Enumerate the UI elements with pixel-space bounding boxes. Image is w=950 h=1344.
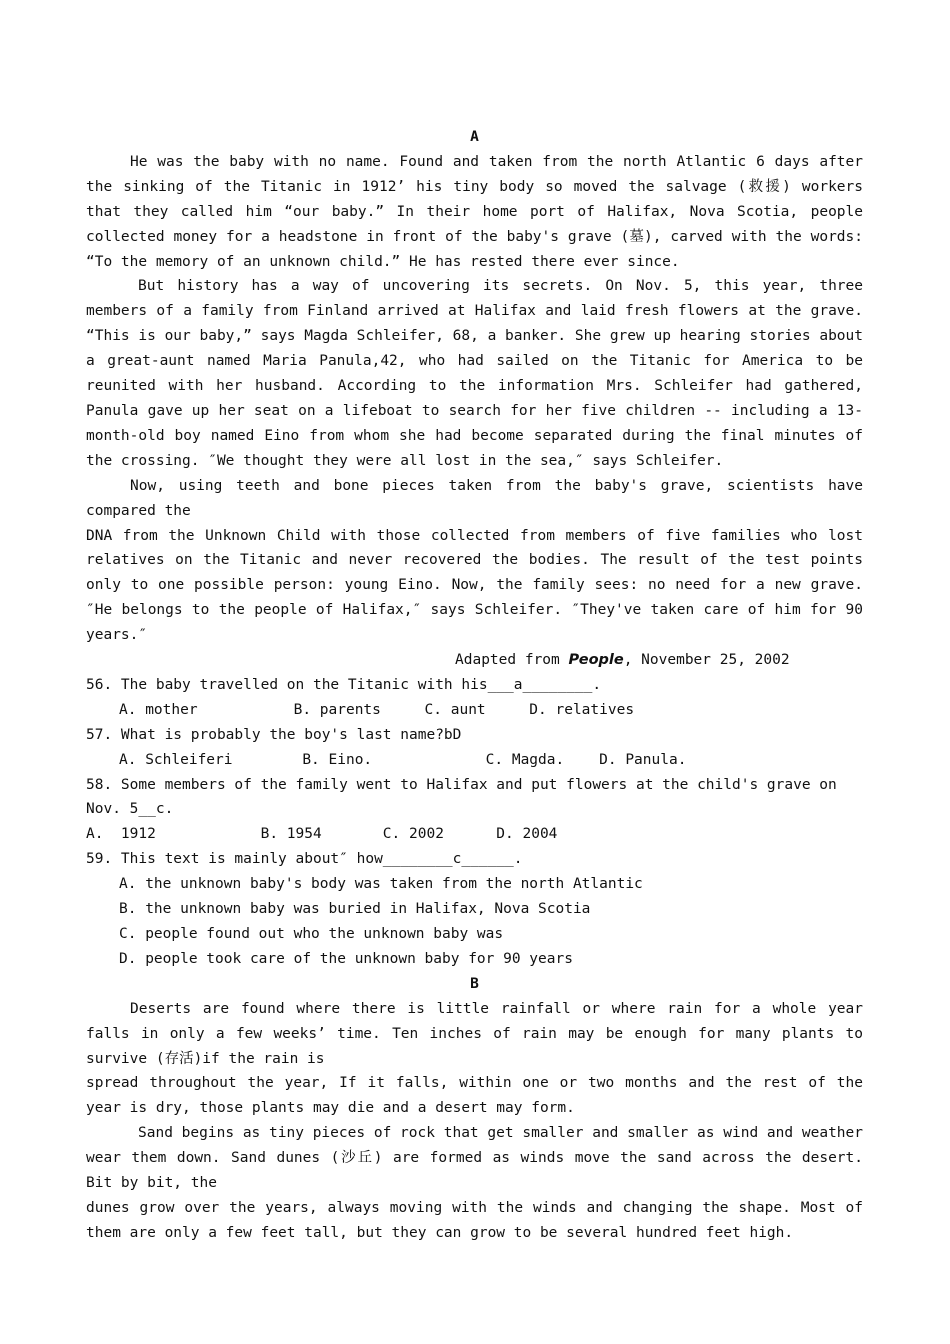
passage-a-paragraph-3-rest: DNA from the Unknown Child with those collected from members of five families who lost relatives on the Titanic and never recovered the bodies. The result of the test points only to one possible person: young Eino. Now, the family sees: no need for a new grave. ″He belongs to the people of Halifax,″ says Schleifer. ″They've taken care of him for 90 years.″ [86,527,863,644]
passage-a-heading: A [470,129,479,145]
passage-b-heading: B [470,975,479,992]
passage-a-paragraph-1: He was the baby with no name. Found and taken from the north Atlantic 6 days after the sinking of the Titanic in 1912’ his tiny body so moved the salvage (救援) workers that they called him “our baby.” In their home port of Halifax, Nova Scotia, people collected money for a headstone in front of the baby's grave (墓), carved with the words: “To the memory of an unknown child.” He has rested there ever since. [86,153,863,270]
question-59-option-a: A. the unknown baby's body was taken from the north Atlantic [119,876,643,893]
passage-a-paragraph-2: But history has a way of uncovering its secrets. On Nov. 5, this year, three members of a family from Finland arrived at Halifax and laid fresh flowers at the grave. “This is our baby,” says Magda Schleifer, 68, a banker. She grew up hearing stories about a great-aunt named Maria Panula,42, who had sailed on the Titanic for America to be reunited with her husband. According to the information Mrs. Schleifer had gathered, Panula gave up her seat on a lifeboat to search for her five children -- including a 13-month-old boy named Eino from whom she had become separated during the final minutes of the crossing. ″We thought they were all lost in the sea,″ says Schleifer. [86,278,863,469]
source-date: , November 25, 2002 [623,652,790,669]
page-content [86,125,863,1246]
passage-b-paragraph-2-start: Sand begins as tiny pieces of rock that get smaller and smaller as wind and weather wear them down. Sand dunes (沙丘) are formed as winds move the sand across the desert. Bit by bit, the [86,1125,863,1192]
passage-a-paragraph-3-start: Now, using teeth and bone pieces taken from the baby's grave, scientists have compared the [86,477,863,519]
question-56-options: A. mother B. parents C. aunt D. relatives [119,701,635,718]
question-56: 56. The baby travelled on the Titanic with his___a________. [86,676,602,693]
question-59: 59. This text is mainly about″ how________c______. [86,851,523,868]
question-58: 58. Some members of the family went to Halifax and put flowers at the child's grave on Nov. 5__c. [86,776,837,818]
passage-b-paragraph-2-rest: dunes grow over the years, always moving with the winds and changing the shape. Most of them are only a few feet tall, but they can grow to be several hundred feet high. [86,1199,863,1241]
source-publication: People [568,652,624,669]
passage-b-paragraph-1-start: Deserts are found where there is little rainfall or where rain for a whole year falls in only a few weeks’ time. Ten inches of rain may be enough for many plants to survive (存活)if the rain is [86,1000,863,1067]
question-59-option-b: B. the unknown baby was buried in Halifax, Nova Scotia [119,901,591,918]
passage-b-paragraph-1-rest: spread throughout the year, If it falls, within one or two months and the rest of the year is dry, those plants may die and a desert may form. [86,1075,863,1117]
question-59-option-d: D. people took care of the unknown baby for 90 years [119,950,573,967]
question-58-options: A. 1912 B. 1954 C. 2002 D. 2004 [86,826,558,843]
source-prefix: Adapted from [455,652,569,669]
question-57: 57. What is probably the boy's last name?bD [86,726,462,743]
passage-a-source [86,648,863,673]
question-59-option-c: C. people found out who the unknown baby was [119,926,504,942]
question-57-options: A. Schleiferi B. Eino. C. Magda. D. Panula. [119,751,687,768]
